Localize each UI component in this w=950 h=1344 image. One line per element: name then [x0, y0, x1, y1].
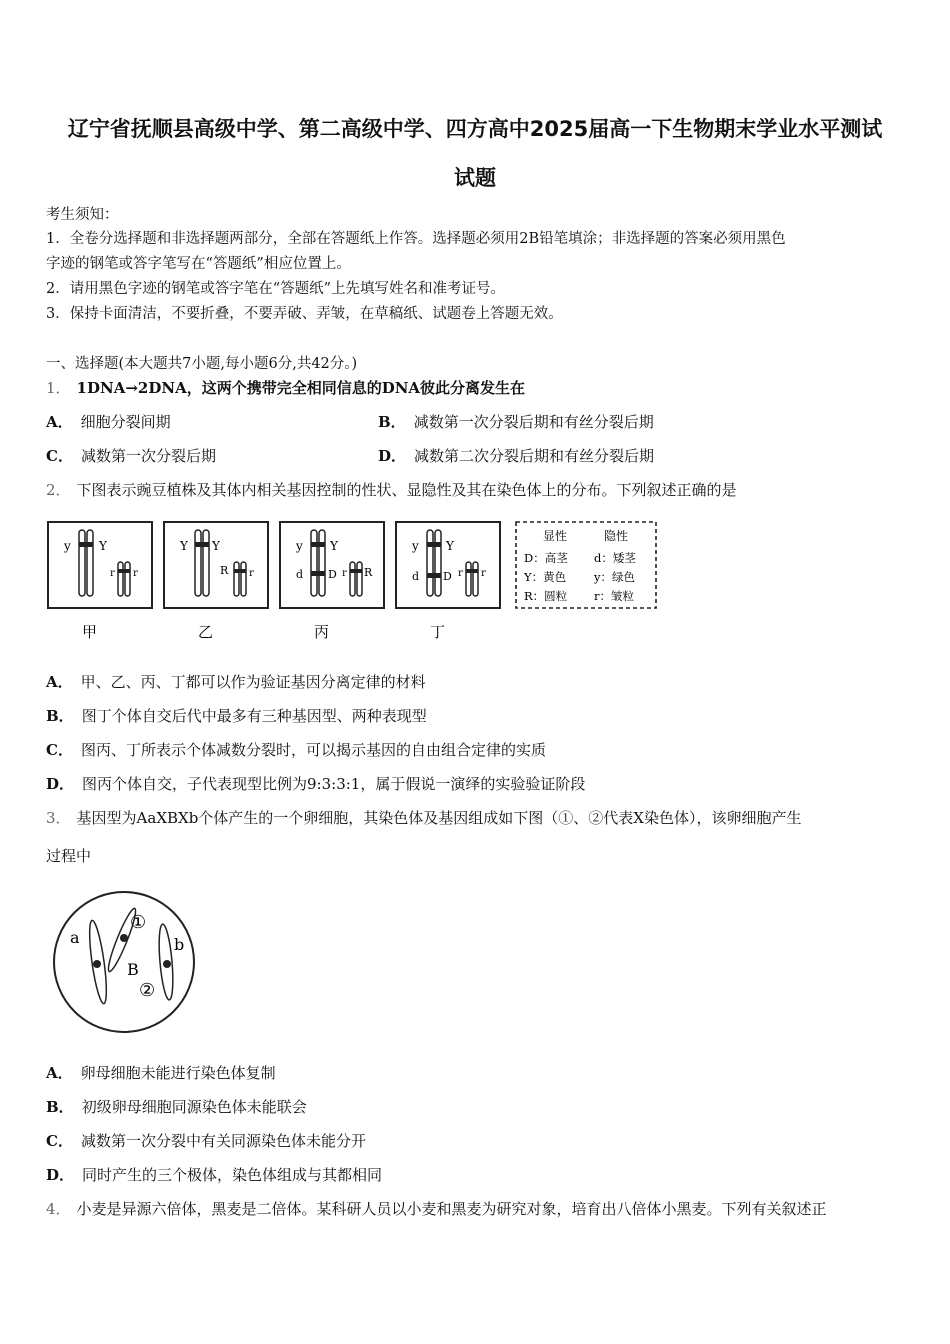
legend-recessive: r：皱粒 [594, 589, 634, 603]
gene-label: y [412, 539, 419, 553]
legend-recessive: y：绿色 [594, 570, 635, 584]
exam-title-line-2: 试题 [454, 166, 496, 190]
legend-recessive: d：矮茎 [594, 551, 636, 565]
allele-label: a [70, 928, 80, 947]
panel-yi [164, 522, 268, 641]
option-b[interactable]: B． 减数第一次分裂后期和有丝分裂后期 [378, 413, 654, 431]
gene-label: D [328, 568, 337, 581]
question-number: 4． [46, 1200, 71, 1218]
option-a[interactable]: A． 甲、乙、丙、丁都可以作为验证基因分离定律的材料 [46, 673, 426, 691]
gene-label: D [443, 570, 452, 583]
gene-label: r [110, 568, 115, 579]
question-1-stem [46, 377, 525, 398]
notice-item: 字迹的钢笔或答字笔写在“答题纸”相应位置上。 [46, 256, 351, 272]
notice-item: 1．全卷分选择题和非选择题两部分，全部在答题纸上作答。选择题必须用2B铅笔填涂；非选择题的答案必须用黑色 [46, 231, 786, 247]
trait-legend [516, 522, 656, 608]
notice-item: 2．请用黑色字迹的钢笔或答字笔在“答题纸”上先填写姓名和准考证号。 [46, 281, 506, 297]
allele-label: B [127, 960, 139, 979]
panel-bing [280, 522, 384, 641]
gene-label: d [412, 570, 420, 583]
panel-caption: 丙 [314, 623, 330, 641]
panel-caption: 丁 [430, 623, 446, 641]
option-d[interactable]: D． 同时产生的三个极体，染色体组成与其都相同 [46, 1166, 383, 1184]
gene-label: Y [212, 539, 220, 553]
gene-label: y [296, 539, 303, 553]
panel-caption: 甲 [82, 623, 98, 641]
gene-label: r [458, 568, 463, 579]
legend-dominant: Y：黄色 [524, 570, 567, 584]
question-text: 小麦是异源六倍体，黑麦是二倍体。某科研人员以小麦和黑麦为研究对象，培育出八倍体小黑麦。下列有关叙述正 [76, 1200, 827, 1218]
pea-chromosome-figure [46, 516, 666, 646]
option-c[interactable]: C． 减数第一次分裂后期 [46, 447, 216, 465]
question-4-stem [46, 1198, 827, 1219]
allele-label: b [174, 935, 185, 954]
gene-label: Y [99, 539, 107, 553]
gene-label: R [364, 566, 373, 579]
exam-title-line-1: 辽宁省抚顺县高级中学、第二高级中学、四方高中2025届高一下生物期末学业水平测试 [67, 117, 883, 141]
gene-label: y [64, 539, 71, 553]
legend-header-recessive: 隐性 [604, 529, 629, 543]
question-3-stem-continued: 过程中 [46, 847, 92, 865]
question-text: 1DNA→2DNA，这两个携带完全相同信息的DNA彼此分离发生在 [76, 379, 526, 397]
legend-dominant: R：圆粒 [524, 589, 568, 603]
gene-label: r [481, 568, 486, 579]
panel-jia [48, 522, 152, 641]
notice-heading: 考生须知： [46, 207, 119, 223]
option-c[interactable]: C． 减数第一次分裂中有关同源染色体未能分开 [46, 1132, 366, 1150]
question-3-stem [46, 807, 802, 828]
gene-label: r [342, 568, 347, 579]
gene-label: R [220, 564, 229, 577]
gene-label: Y [180, 539, 188, 553]
option-d[interactable]: D． 图丙个体自交，子代表现型比例为9:3:3:1，属于假说一演绎的实验验证阶段 [46, 775, 586, 793]
question-number: 1． [46, 379, 71, 397]
option-c[interactable]: C． 图丙、丁所表示个体减数分裂时，可以揭示基因的自由组合定律的实质 [46, 741, 546, 759]
option-b[interactable]: B． 初级卵母细胞同源染色体未能联会 [46, 1098, 307, 1116]
option-d[interactable]: D． 减数第二次分裂后期和有丝分裂后期 [378, 447, 655, 465]
gene-label: Y [330, 539, 338, 553]
chromosome-label: ② [139, 980, 156, 1001]
egg-cell-figure [50, 888, 200, 1038]
section-heading: 一、选择题(本大题共7小题,每小题6分,共42分。) [46, 356, 358, 372]
question-number: 3． [46, 809, 71, 827]
question-text: 下图表示豌豆植株及其体内相关基因控制的性状、显隐性及其在染色体上的分布。下列叙述正确的是 [76, 481, 737, 499]
legend-dominant: D：高茎 [524, 551, 568, 565]
question-2-stem [46, 479, 737, 500]
option-b[interactable]: B． 图丁个体自交后代中最多有三种基因型、两种表现型 [46, 707, 427, 725]
legend-header-dominant: 显性 [543, 529, 568, 543]
notice-item: 3．保持卡面清洁，不要折叠，不要弄破、弄皱，在草稿纸、试题卷上答题无效。 [46, 306, 563, 322]
gene-label: r [133, 568, 138, 579]
question-text: 基因型为AaXBXb个体产生的一个卵细胞，其染色体及基因组成如下图（①、②代表X染色体），该卵细胞产生 [76, 809, 802, 827]
gene-label: Y [446, 539, 454, 553]
question-number: 2． [46, 481, 71, 499]
panel-caption: 乙 [198, 623, 214, 641]
gene-label: d [296, 568, 304, 581]
chromosome-label: ① [130, 912, 147, 933]
panel-ding [396, 522, 500, 641]
gene-label: r [249, 568, 254, 579]
option-a[interactable]: A． 细胞分裂间期 [46, 413, 171, 431]
option-a[interactable]: A． 卵母细胞未能进行染色体复制 [46, 1064, 276, 1082]
